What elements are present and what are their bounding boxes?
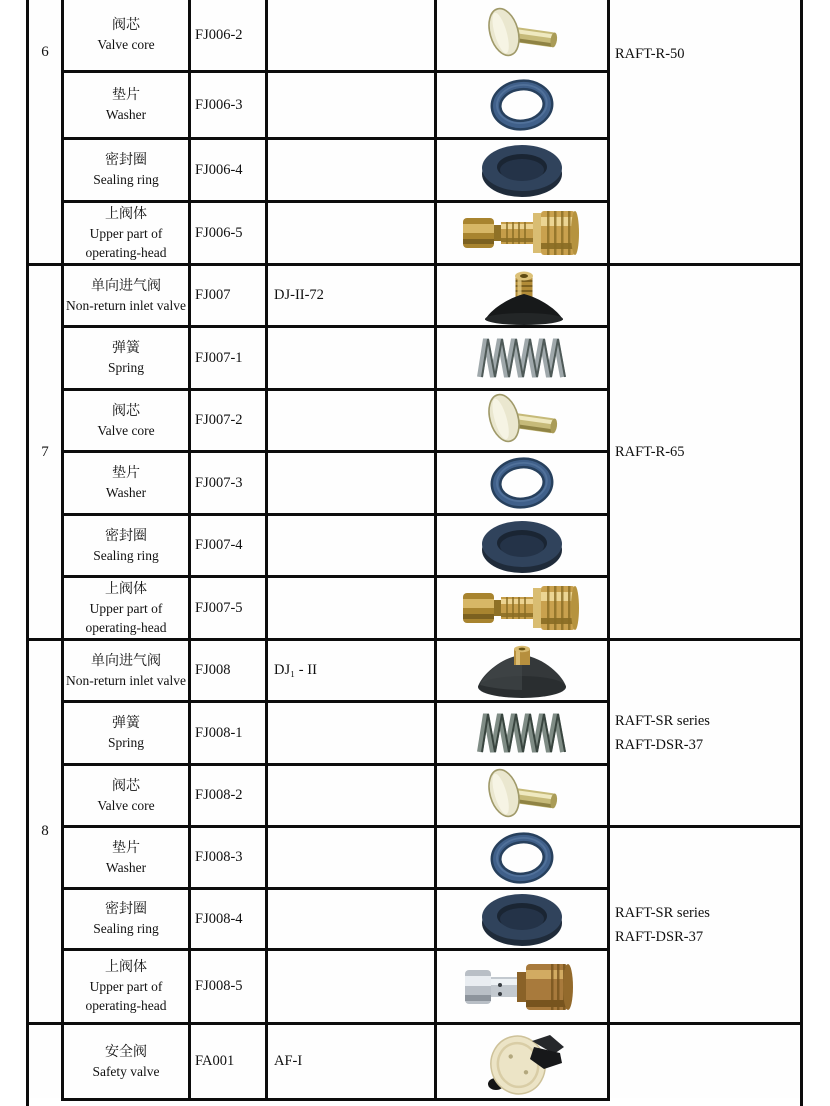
spring2-image [470,706,574,760]
part-name-english: Washer [105,485,147,500]
model-cell [268,890,434,948]
part-name-english: Spring [107,735,144,750]
table-bottom-border [61,1098,610,1101]
part-code: FJ008-1 [195,724,243,741]
part-image-cell [437,0,607,70]
part-code: FJ007-5 [195,599,243,616]
part-name-chinese: 垫片 [112,840,140,856]
brass-fitting-image [461,580,583,636]
model-cell [268,140,434,200]
model-cell [268,73,434,137]
part-name-chinese: 上阀体 [105,960,147,975]
valve-core-image [474,767,570,825]
model-cell [268,453,434,513]
part-code: FJ007-3 [195,474,243,491]
model-cell [268,951,434,1022]
o-ring-image [486,831,558,885]
brass-fitting-2-image [463,958,581,1016]
part-image-cell [437,890,607,948]
machine-model-text: RAFT-SR series [615,713,710,729]
sealing-ring-image [479,890,565,948]
row-number-cell [29,0,61,263]
part-name-cell [64,578,188,638]
part-image-cell [437,828,607,887]
part-image-cell [437,578,607,638]
mushroom-valve-image [478,266,566,325]
part-code: FJ008-5 [195,978,243,994]
part-code: FJ006-3 [195,96,243,113]
table-left-border-stub [26,1098,29,1106]
part-image-cell [437,516,607,575]
part-image-cell [437,453,607,513]
model-cell [268,578,434,638]
part-name-english: Sealing ring [93,547,159,563]
part-image-cell [437,951,607,1022]
part-code: FJ008-4 [195,910,243,927]
part-code-cell [191,766,265,825]
row-number: 8 [41,823,49,839]
part-image-cell [437,203,607,263]
part-name-cell [64,328,188,388]
part-code: FJ008-3 [195,849,243,865]
part-name-english: Sealing ring [93,921,159,936]
o-ring-image [486,78,558,132]
part-code: FA001 [195,1053,235,1069]
part-name-english: Safety valve [92,1063,160,1079]
part-name-english: Valve core [97,797,155,813]
brass-fitting-image [461,205,583,261]
part-code-cell [191,828,265,887]
o-ring-image [486,456,558,510]
part-image-cell [437,1025,607,1098]
part-name-chinese: 单向进气阀 [91,653,161,669]
machine-model-cell [610,0,800,263]
part-image-cell [437,140,607,200]
part-image-cell [437,703,607,763]
part-image-cell [437,641,607,700]
model-cell [268,1025,434,1098]
model-cell [268,0,434,70]
part-name-cell [64,453,188,513]
valve-core-image [474,392,570,450]
table-right-border-stub [800,1098,803,1106]
part-image-cell [437,266,607,325]
part-name-cell [64,266,188,325]
part-name-cell [64,203,188,263]
part-name-english: Non-return inlet valve [66,297,186,313]
part-code: FJ007 [195,287,231,303]
part-name-chinese: 上阀体 [105,581,147,597]
part-name-chinese: 安全阀 [105,1044,147,1060]
row-number-cell [29,641,61,1022]
part-code: FJ006-5 [195,224,243,241]
part-image-cell [437,328,607,388]
valve-core-image [474,6,570,64]
row-number-cell [29,266,61,638]
model-cell [268,391,434,450]
part-name-cell [64,890,188,948]
part-code-cell [191,0,265,70]
part-code: FJ008 [195,662,231,678]
machine-model-text: RAFT-SR series [615,905,710,921]
part-name-chinese: 弹簧 [112,716,140,731]
model-cell [268,516,434,575]
row-number: 6 [41,44,49,60]
part-name-english: Sealing ring [93,172,159,187]
machine-model-text: RAFT-DSR-37 [615,929,704,945]
part-code-cell [191,578,265,638]
part-code: FJ006-2 [195,26,243,43]
part-name-cell [64,140,188,200]
part-code: FJ008-2 [195,787,243,803]
model-designation: AF-I [274,1053,303,1069]
model-cell [268,828,434,887]
part-name-cell [64,1025,188,1098]
machine-model-text: RAFT-DSR-37 [615,737,704,753]
part-name-chinese: 上阀体 [105,206,147,222]
model-designation: DJ-II-72 [274,287,324,303]
part-name-cell [64,0,188,70]
part-code-cell [191,641,265,700]
part-name-chinese: 单向进气阀 [91,278,161,294]
machine-model-text: RAFT-R-65 [615,444,685,460]
part-name-chinese: 密封圈 [105,153,147,168]
part-name-cell [64,951,188,1022]
part-code-cell [191,203,265,263]
part-name-chinese: 密封圈 [105,902,147,917]
part-code-cell [191,890,265,948]
safety-valve-image [472,1027,572,1097]
part-name-english: Upper part of operating-head [85,600,167,635]
model-cell [268,641,434,700]
machine-model-cell [610,828,800,1022]
model-designation: DJ₁ - II [274,662,317,678]
part-name-english: Washer [105,107,147,122]
row-number-cell [29,1025,61,1098]
part-name-english: Valve core [97,37,155,52]
machine-model-cell [610,266,800,638]
part-name-chinese: 阀芯 [112,18,140,33]
part-name-chinese: 垫片 [112,88,140,103]
model-cell [268,703,434,763]
part-code-cell [191,951,265,1022]
part-name-english: Upper part of operating-head [85,979,167,1013]
part-name-chinese: 弹簧 [112,341,140,356]
part-code-cell [191,703,265,763]
part-name-cell [64,391,188,450]
part-image-cell [437,391,607,450]
model-cell [268,328,434,388]
part-image-cell [437,73,607,137]
sealing-ring-image [479,141,565,199]
model-cell [268,266,434,325]
part-code-cell [191,391,265,450]
spring-image [470,331,574,385]
machine-model-text: RAFT-R-50 [615,46,685,62]
part-name-cell [64,703,188,763]
part-name-english: Non-return inlet valve [66,672,186,688]
part-name-english: Upper part of operating-head [85,225,167,260]
model-cell [268,203,434,263]
part-code-cell [191,73,265,137]
part-code: FJ007-2 [195,412,243,428]
part-name-chinese: 阀芯 [112,778,140,794]
cone-valve-image [472,643,572,699]
row-number: 7 [41,443,49,460]
model-cell [268,766,434,825]
part-name-cell [64,828,188,887]
part-name-english: Valve core [97,422,155,438]
part-name-cell [64,641,188,700]
machine-model-cell [610,1025,800,1098]
part-code: FJ007-1 [195,349,243,366]
part-code-cell [191,266,265,325]
part-code-cell [191,328,265,388]
parts-table [26,0,803,1098]
part-name-cell [64,516,188,575]
part-name-cell [64,766,188,825]
part-image-cell [437,766,607,825]
part-name-chinese: 阀芯 [112,403,140,419]
part-code-cell [191,516,265,575]
part-code-cell [191,1025,265,1098]
sealing-ring-image [479,517,565,575]
part-name-english: Washer [105,859,147,875]
part-code: FJ006-4 [195,161,243,178]
part-name-english: Spring [107,360,144,375]
part-name-chinese: 密封圈 [105,528,147,544]
part-name-chinese: 垫片 [112,466,140,481]
machine-model-cell [610,641,800,825]
part-code-cell [191,140,265,200]
part-code: FJ007-4 [195,537,243,553]
part-name-cell [64,73,188,137]
part-code-cell [191,453,265,513]
